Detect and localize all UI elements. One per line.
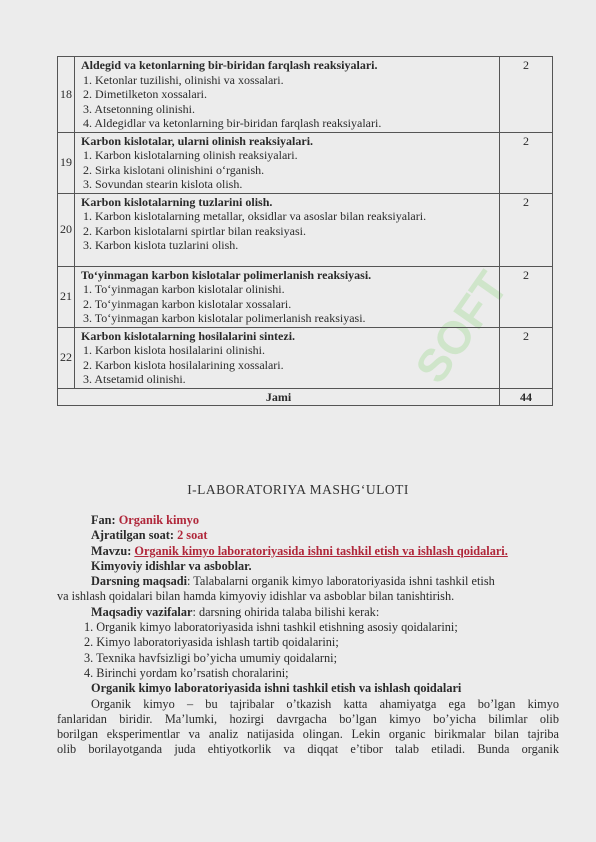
lab-title: I-LABORATORIYA MASHG‘ULOTI [187,482,409,497]
row-topic [75,132,500,193]
topic-item: 3. Sovundan stearin kislota olish. [83,177,243,191]
row-number: 20 [58,193,75,266]
row-number: 21 [58,266,75,327]
topic-title: To‘yinmagan karbon kislotalar polimerlanish reaksiyasi. [81,267,372,282]
topic-item: 3. Karbon kislota tuzlarini olish. [83,238,239,252]
section-title: Organik kimyo laboratoriyasida ishni tashkil etish va ishlash qoidalari [91,681,462,696]
total-row [58,388,553,406]
mavzu-value: Organik kimyo laboratoriyasida ishni tashkil etish va ishlash qoidalari. [134,543,508,558]
topic-item: 1. To‘yinmagan karbon kislotalar olinishi. [83,282,285,296]
paragraph-line: Organik kimyo – bu tajribalar o’tkazish katta ahamiyatga ega bo’lgan kimyo [91,696,559,711]
row-hours: 2 [500,266,553,327]
task-item: 4. Birinchi yordam ko’rsatish choralarini; [84,665,289,680]
maqsad-continuation: va ishlash qoidalari bilan hamda kimyoviy idishlar va asboblar bilan tanishtirish. [57,589,455,604]
table-row [58,193,553,266]
total-label: Jami [58,388,500,406]
row-topic [75,57,500,133]
paragraph-line: olib borilayotganda juda ehtiyotkorlik va diqqat e’tibor talab etiladi. Bunda organik [57,742,559,757]
topic-item: 2. Karbon kislota hosilalarining xossalari. [83,357,284,372]
topic-title: Karbon kislotalar, ularni olinish reaksiyalari. [81,133,314,148]
topic-title: Karbon kislotalarning tuzlarini olish. [81,194,273,209]
topics-table [57,56,553,406]
topic-title: Aldegid va ketonlarning bir-biridan farqlash reaksiyalari. [81,58,378,72]
vazifa-text: : darsning ohirida talaba bilishi kerak: [192,604,380,619]
row-hours: 2 [500,193,553,266]
mavzu-label: Mavzu: [91,543,132,558]
topic-item: 2. Dimetilketon xossalari. [83,87,207,101]
row-number: 18 [58,57,75,133]
topic-item: 3. Atsetonning olinishi. [83,101,196,116]
table-row [58,57,553,133]
row-number: 19 [58,132,75,193]
mavzu-continuation: Kimyoviy idishlar va asboblar. [91,558,252,573]
lesson-body [57,513,559,758]
paragraph-line: fanlaridan biridir. Ma’lumki, hozirgi davrgacha bo’lgan kimyo bo’yicha bilimlar olib [57,711,559,726]
soat-label: Ajratilgan soat: [91,528,174,543]
soat-value: 2 soat [177,528,208,543]
topic-title: Karbon kislotalarning hosilalarini sintezi. [81,328,296,343]
maqsad-label: Darsning maqsadi [91,574,188,589]
topic-item: 1. Karbon kislotalarning olinish reaksiyalari. [83,148,298,162]
task-item: 3. Texnika havfsizligi bo’yicha umumiy qoidalarni; [84,650,337,665]
table-row [58,327,553,388]
paragraph-line: borilgan eksperimentlar va analiz natijasida olingan. Lekin organic birikmalar bilan tajriba [57,727,559,742]
topic-item: 2. Karbon kislotalarni spirtlar bilan reaksiyasi. [83,223,306,238]
topic-item: 1. Ketonlar tuzilishi, olinishi va xossalari. [83,72,284,87]
topic-item: 3. Atsetamid olinishi. [83,372,186,386]
row-hours: 2 [500,132,553,193]
topic-item: 1. Karbon kislota hosilalarini olinishi. [83,343,265,357]
row-topic [75,327,500,388]
topic-item: 3. To‘yinmagan karbon kislotalar polimerlanish reaksiyasi. [83,311,366,325]
fan-label: Fan: [91,513,116,527]
paragraph [57,697,559,758]
row-number: 22 [58,327,75,388]
table-row [58,266,553,327]
maqsad-text: : Talabalarni organik kimyo laboratoriyasida ishni tashkil etish [187,574,495,589]
row-hours: 2 [500,327,553,388]
task-item: 1. Organik kimyo laboratoriyasida ishni tashkil etishning asosiy qoidalarini; [84,620,458,635]
total-value: 44 [500,388,553,406]
row-hours: 2 [500,57,553,133]
row-topic [75,193,500,266]
fan-value: Organik kimyo [118,513,199,527]
topic-item: 2. Sirka kislotani olinishini o‘rganish. [83,162,265,177]
topic-item: 2. To‘yinmagan karbon kislotalar xossalari. [83,296,292,311]
topic-item: 4. Aldegidlar va ketonlarning bir-biridan farqlash reaksiyalari. [83,116,382,130]
vazifa-label: Maqsadiy vazifalar [91,604,193,619]
table-row [58,132,553,193]
topic-item: 1. Karbon kislotalarning metallar, oksidlar va asoslar bilan reaksiyalari. [83,209,427,223]
watermark: SOFT [404,261,518,393]
row-topic [75,266,500,327]
task-item: 2. Kimyo laboratoriyasida ishlash tartib qoidalarini; [84,635,339,650]
